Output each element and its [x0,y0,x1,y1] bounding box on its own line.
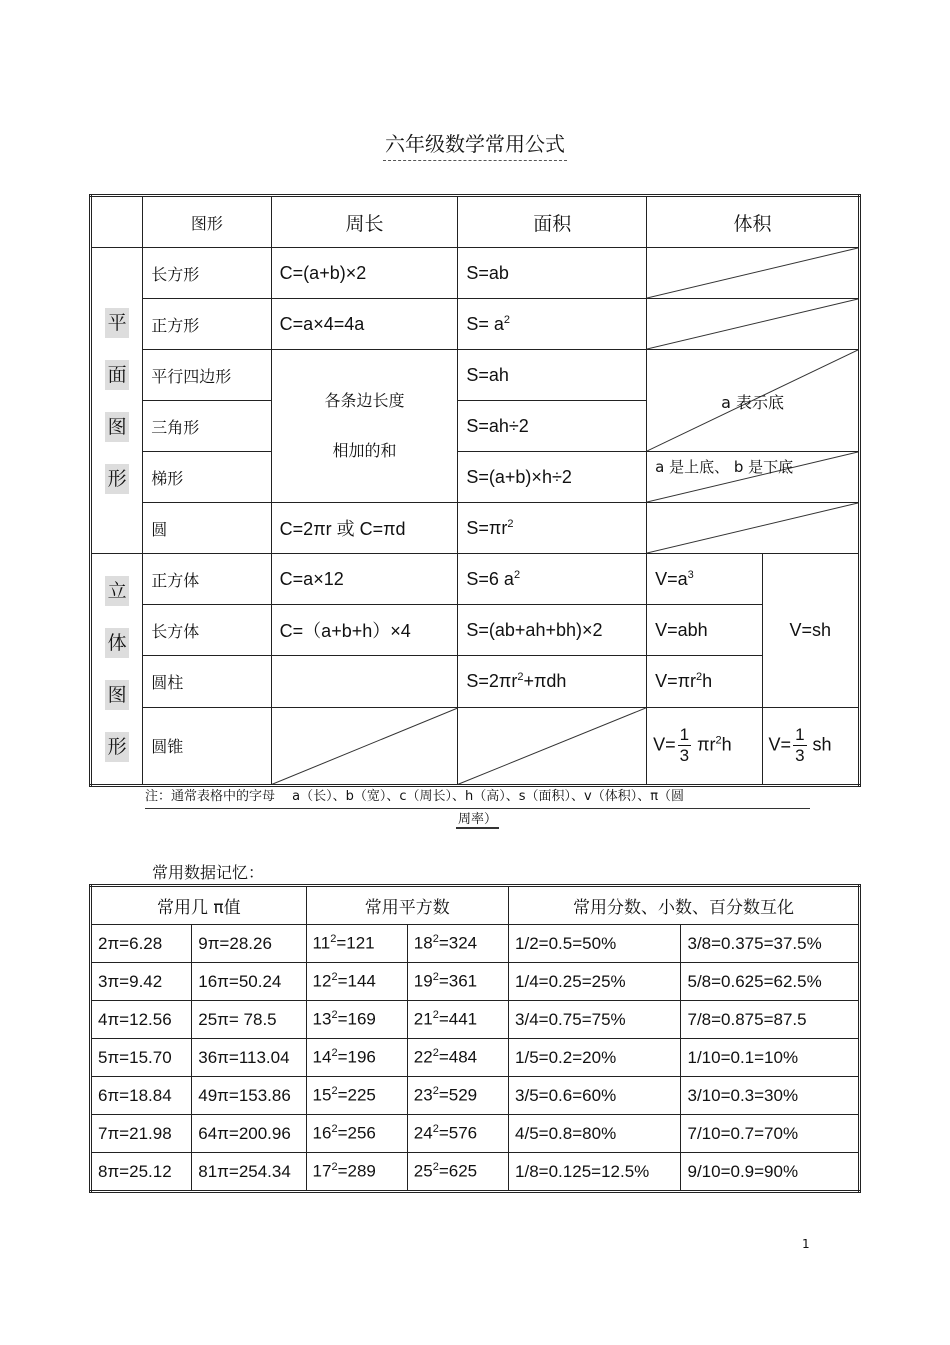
row-rectangle [91,248,860,299]
shape-name: 三角形 [143,401,271,452]
area-formula: S=ah [458,350,647,401]
square-value: $21^2=441$ [407,1001,508,1039]
pi-value: 8π=25.12 [91,1153,192,1192]
perimeter-formula: C=a×4=4a [271,299,458,350]
row-parallelogram [91,350,860,401]
square-value: $13^2=169$ [306,1001,407,1039]
perimeter-formula: C=2πr 或 C=πd [271,503,458,554]
cone-volume-formula: V= $\frac{1}{3}$ $\pi r^2h$ [647,707,762,785]
fraction-conversion: 1/4=0.25=25% [509,963,681,1001]
header-fractions: 常用分数、小数、百分数互化 [509,886,860,925]
empty-slash-cell [647,299,860,350]
shape-name: 正方形 [143,299,271,350]
shape-name: 圆 [143,503,271,554]
square-value: $18^2=324$ [407,925,508,963]
letter-note: 注：通常表格中的字母 a（长）、b（宽）、c（周长）、h（高）、s（面积）、v（体积）、π（圆 周率） [145,786,810,831]
row-cuboid [91,605,860,656]
fraction-conversion: 7/10=0.7=70% [681,1115,860,1153]
fraction-conversion: 1/2=0.5=50% [509,925,681,963]
page-number: 1 [802,1237,810,1251]
square-value: $12^2=144$ [306,963,407,1001]
area-formula: S=(ab+ah+bh)×2 [458,605,647,656]
pi-value: 49π=153.86 [192,1077,306,1115]
cone-volume-formula-2: V= $\frac{1}{3}$ sh [762,707,859,785]
area-formula: $S= a^2$ [458,299,647,350]
fraction-conversion: 9/10=0.9=90% [681,1153,860,1192]
pi-value: 64π=200.96 [192,1115,306,1153]
perimeter-formula: C=(a+b)×2 [271,248,458,299]
data-table [89,884,861,1193]
square-value: $16^2=256$ [306,1115,407,1153]
area-formula: $S=2\pi r^2+\pi dh$ [458,656,647,707]
fraction-one-third: $\frac{1}{3}$ [795,725,805,766]
fraction-conversion: 1/5=0.2=20% [509,1039,681,1077]
area-formula: S=ah÷2 [458,401,647,452]
formula-table [89,194,861,787]
square-value: $11^2=121$ [306,925,407,963]
header-squares: 常用平方数 [306,886,509,925]
sides-sum-cell: 各条边长度 相加的和 [271,350,458,503]
data-header-row [91,886,860,925]
volume-formula: $V=a^3$ [647,554,762,605]
row-trapezoid [91,452,860,503]
area-formula: S=ab [458,248,647,299]
perimeter-formula: C=a×12 [271,554,458,605]
fraction-conversion: 7/8=0.875=87.5 [681,1001,860,1039]
pi-value: 4π=12.56 [91,1001,192,1039]
square-value: $25^2=625$ [407,1153,508,1192]
shape-name: 长方体 [143,605,271,656]
empty-slash-cell [271,707,458,785]
fraction-one-third: $\frac{1}{3}$ [679,725,690,766]
page-title: 六年级数学常用公式 [0,128,950,161]
fraction-conversion: 3/5=0.6=60% [509,1077,681,1115]
empty-slash-cell [458,707,647,785]
formula-header-row [91,196,860,248]
fraction-conversion: 1/8=0.125=12.5% [509,1153,681,1192]
empty-slash-cell [647,503,860,554]
category-solid: 立 体 图 形 [91,554,143,786]
table-row [91,1039,860,1077]
table-row [91,1153,860,1192]
square-value: $23^2=529$ [407,1077,508,1115]
table-row [91,1115,860,1153]
empty-slash-cell [647,248,860,299]
header-shape: 图形 [143,196,271,248]
square-value: $19^2=361$ [407,963,508,1001]
shape-name: 正方体 [143,554,271,605]
table-row [91,925,860,963]
prism-volume: V=sh [762,554,859,708]
shape-name: 平行四边形 [143,350,271,401]
pi-value: 2π=6.28 [91,925,192,963]
fraction-conversion: 1/10=0.1=10% [681,1039,860,1077]
fraction-conversion: 3/4=0.75=75% [509,1001,681,1039]
header-volume: 体积 [647,196,860,248]
fraction-conversion: 5/8=0.625=62.5% [681,963,860,1001]
table-row [91,1077,860,1115]
pi-value: 25π= 78.5 [192,1001,306,1039]
shape-name: 梯形 [143,452,271,503]
pi-value: 36π=113.04 [192,1039,306,1077]
area-formula: $S=\pi r^2$ [458,503,647,554]
pi-value: 16π=50.24 [192,963,306,1001]
pi-value: 3π=9.42 [91,963,192,1001]
fraction-conversion: 4/5=0.8=80% [509,1115,681,1153]
header-perimeter: 周长 [271,196,458,248]
row-cylinder [91,656,860,707]
table-row [91,1001,860,1039]
pi-value: 5π=15.70 [91,1039,192,1077]
header-area: 面积 [458,196,647,248]
data-section-title: 常用数据记忆： [152,863,265,882]
pi-value: 7π=21.98 [91,1115,192,1153]
square-value: $24^2=576$ [407,1115,508,1153]
row-circle [91,503,860,554]
square-value: $15^2=225$ [306,1077,407,1115]
fraction-conversion: 3/8=0.375=37.5% [681,925,860,963]
category-plane: 平 面 图 形 [91,248,143,554]
row-cube [91,554,860,605]
shape-name: 长方形 [143,248,271,299]
shape-name: 圆柱 [143,656,271,707]
table-row [91,963,860,1001]
area-formula: S=6 $a^2$ [458,554,647,605]
perimeter-empty [271,656,458,707]
header-pi: 常用几 π值 [91,886,307,925]
square-value: $14^2=196$ [306,1039,407,1077]
row-square [91,299,860,350]
row-cone [91,707,860,785]
square-value: $17^2=289$ [306,1153,407,1192]
shape-name: 圆锥 [143,707,271,785]
pi-value: 6π=18.84 [91,1077,192,1115]
base-note-cell [647,350,860,452]
base-note: a 表示底 [721,393,785,412]
pi-value: 9π=28.26 [192,925,306,963]
area-formula: S=(a+b)×h÷2 [458,452,647,503]
square-value: $22^2=484$ [407,1039,508,1077]
pi-value: 81π=254.34 [192,1153,306,1192]
volume-formula: V=abh [647,605,762,656]
fraction-conversion: 3/10=0.3=30% [681,1077,860,1115]
volume-formula: $V=\pi r^2h$ [647,656,762,707]
perimeter-formula: C=（a+b+h）×4 [271,605,458,656]
trapezoid-note-cell [647,452,860,503]
trapezoid-note: a 是上底、 b 是下底 [655,458,794,476]
